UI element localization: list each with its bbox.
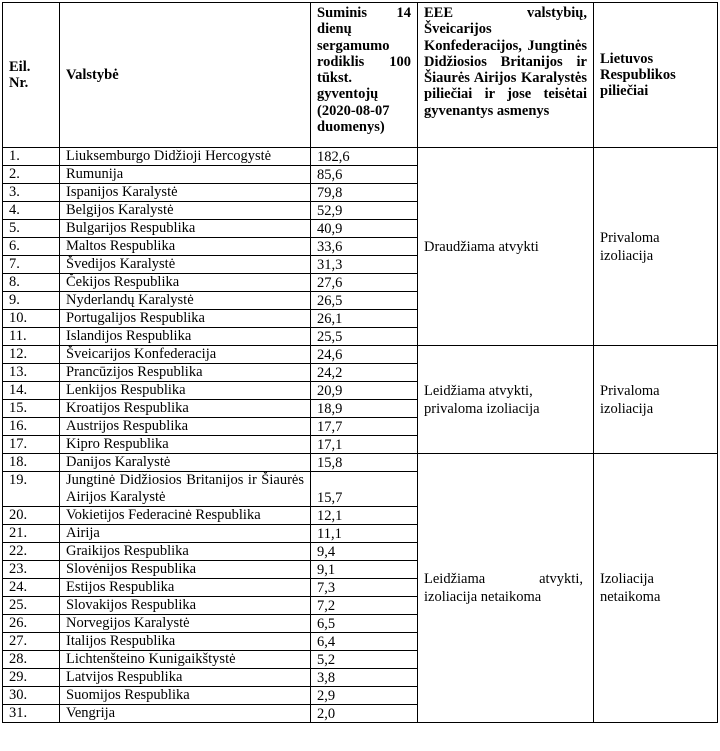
incidence-rate: 2,0 — [311, 705, 418, 723]
lt-isolation-rule: Privaloma izoliacija — [594, 148, 718, 346]
incidence-rate: 6,4 — [311, 633, 418, 651]
lt-isolation-rule: Privaloma izoliacija — [594, 346, 718, 454]
incidence-rate: 9,4 — [311, 543, 418, 561]
country-name: Islandijos Respublika — [60, 328, 311, 346]
incidence-rate: 25,5 — [311, 328, 418, 346]
country-name: Nyderlandų Karalystė — [60, 292, 311, 310]
row-number: 25. — [3, 597, 60, 615]
incidence-rate: 9,1 — [311, 561, 418, 579]
row-number: 27. — [3, 633, 60, 651]
country-name: Liuksemburgo Didžioji Hercogystė — [60, 148, 311, 166]
country-name: Ispanijos Karalystė — [60, 184, 311, 202]
country-name: Slovakijos Respublika — [60, 597, 311, 615]
country-name: Belgijos Karalystė — [60, 202, 311, 220]
row-number: 28. — [3, 651, 60, 669]
incidence-rate: 18,9 — [311, 400, 418, 418]
row-number: 11. — [3, 328, 60, 346]
country-name: Kroatijos Respublika — [60, 400, 311, 418]
incidence-rate: 40,9 — [311, 220, 418, 238]
country-name: Austrijos Respublika — [60, 418, 311, 436]
row-number: 19. — [3, 472, 60, 507]
row-number: 17. — [3, 436, 60, 454]
table-row — [3, 148, 718, 166]
country-name: Vokietijos Federacinė Respublika — [60, 507, 311, 525]
incidence-rate: 31,3 — [311, 256, 418, 274]
country-name-text: Jungtinė Didžiosios Britanijos ir Šiaurės Airijos Karalystė — [66, 472, 304, 505]
incidence-rate: 12,1 — [311, 507, 418, 525]
header-rate: Suminis 14 dienų sergamumo rodiklis 100 tūkst. gyventojų (2020-08-07 duomenys) — [311, 3, 418, 148]
row-number: 29. — [3, 669, 60, 687]
row-number: 16. — [3, 418, 60, 436]
country-name: Švedijos Karalystė — [60, 256, 311, 274]
incidence-rate: 15,7 — [311, 472, 418, 507]
eee-entry-rule: Leidžiama atvykti, izoliacija netaikoma — [418, 454, 594, 723]
eee-entry-rule: Leidžiama atvykti, privaloma izoliacija — [418, 346, 594, 454]
incidence-rate: 33,6 — [311, 238, 418, 256]
header-lt-citizens: Lietuvos Respublikos piliečiai — [594, 3, 718, 148]
incidence-rate: 26,5 — [311, 292, 418, 310]
country-name: Rumunija — [60, 166, 311, 184]
table-header-row — [3, 3, 718, 148]
country-name: Slovėnijos Respublika — [60, 561, 311, 579]
country-name: Maltos Respublika — [60, 238, 311, 256]
country-name — [60, 472, 311, 507]
header-eee-citizens: EEE valstybių, Šveicarijos Konfederacijos, Jungtinės Didžiosios Britanijos ir Šiaurės Airijos Karalystės piliečiai ir jose teisėtai gyvenantys asmenys — [418, 3, 594, 148]
row-number: 26. — [3, 615, 60, 633]
country-name: Estijos Respublika — [60, 579, 311, 597]
table-row — [3, 346, 718, 364]
country-name: Šveicarijos Konfederacija — [60, 346, 311, 364]
incidence-rate: 7,2 — [311, 597, 418, 615]
incidence-rate: 17,7 — [311, 418, 418, 436]
country-name: Norvegijos Karalystė — [60, 615, 311, 633]
country-name: Vengrija — [60, 705, 311, 723]
incidence-rate: 27,6 — [311, 274, 418, 292]
row-number: 15. — [3, 400, 60, 418]
incidence-rate: 182,6 — [311, 148, 418, 166]
header-nr: Eil. Nr. — [3, 3, 60, 148]
row-number: 23. — [3, 561, 60, 579]
header-state: Valstybė — [60, 3, 311, 148]
country-name: Lenkijos Respublika — [60, 382, 311, 400]
row-number: 12. — [3, 346, 60, 364]
row-number: 31. — [3, 705, 60, 723]
country-restrictions-table — [2, 2, 718, 723]
row-number: 20. — [3, 507, 60, 525]
row-number: 18. — [3, 454, 60, 472]
row-number: 30. — [3, 687, 60, 705]
row-number: 1. — [3, 148, 60, 166]
lt-isolation-rule: Izoliacija netaikoma — [594, 454, 718, 723]
country-name: Bulgarijos Respublika — [60, 220, 311, 238]
country-name: Kipro Respublika — [60, 436, 311, 454]
incidence-rate: 15,8 — [311, 454, 418, 472]
country-name: Čekijos Respublika — [60, 274, 311, 292]
row-number: 8. — [3, 274, 60, 292]
eee-entry-rule: Draudžiama atvykti — [418, 148, 594, 346]
country-name: Graikijos Respublika — [60, 543, 311, 561]
country-name: Lichtenšteino Kunigaikštystė — [60, 651, 311, 669]
row-number: 14. — [3, 382, 60, 400]
row-number: 3. — [3, 184, 60, 202]
row-number: 2. — [3, 166, 60, 184]
incidence-rate: 20,9 — [311, 382, 418, 400]
incidence-rate: 6,5 — [311, 615, 418, 633]
country-name: Airija — [60, 525, 311, 543]
incidence-rate: 24,6 — [311, 346, 418, 364]
incidence-rate: 52,9 — [311, 202, 418, 220]
incidence-rate: 11,1 — [311, 525, 418, 543]
table-row — [3, 454, 718, 472]
incidence-rate: 17,1 — [311, 436, 418, 454]
row-number: 22. — [3, 543, 60, 561]
row-number: 9. — [3, 292, 60, 310]
incidence-rate: 85,6 — [311, 166, 418, 184]
country-name: Suomijos Respublika — [60, 687, 311, 705]
incidence-rate: 2,9 — [311, 687, 418, 705]
row-number: 24. — [3, 579, 60, 597]
country-name: Danijos Karalystė — [60, 454, 311, 472]
row-number: 13. — [3, 364, 60, 382]
incidence-rate: 26,1 — [311, 310, 418, 328]
incidence-rate: 24,2 — [311, 364, 418, 382]
row-number: 10. — [3, 310, 60, 328]
country-name: Prancūzijos Respublika — [60, 364, 311, 382]
country-name: Italijos Respublika — [60, 633, 311, 651]
country-name: Portugalijos Respublika — [60, 310, 311, 328]
row-number: 5. — [3, 220, 60, 238]
incidence-rate: 7,3 — [311, 579, 418, 597]
country-name: Latvijos Respublika — [60, 669, 311, 687]
incidence-rate: 5,2 — [311, 651, 418, 669]
row-number: 4. — [3, 202, 60, 220]
incidence-rate: 79,8 — [311, 184, 418, 202]
row-number: 21. — [3, 525, 60, 543]
incidence-rate: 3,8 — [311, 669, 418, 687]
row-number: 6. — [3, 238, 60, 256]
row-number: 7. — [3, 256, 60, 274]
table-body — [3, 148, 718, 723]
